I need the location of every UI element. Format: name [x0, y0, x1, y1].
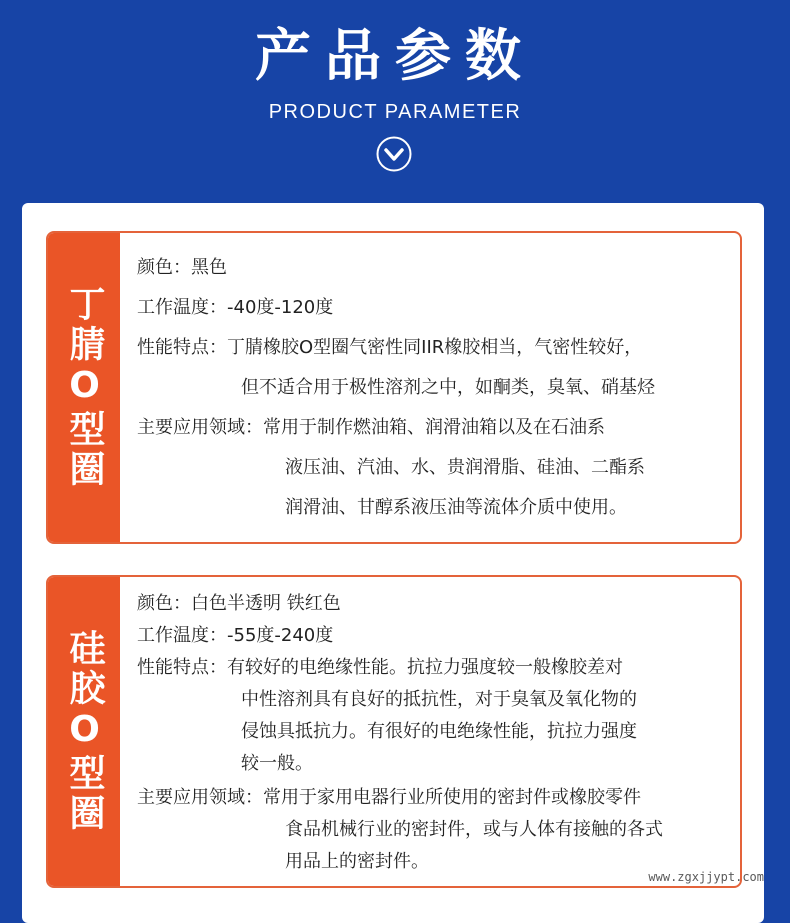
product-name: 硅胶O型圈 — [64, 629, 105, 834]
spec-value: 有较好的电绝缘性能。抗拉力强度较一般橡胶差对 — [227, 657, 623, 678]
product-card-silicone — [46, 575, 742, 888]
spec-value-continued: 液压油、汽油、水、贵润滑脂、硅油、二酯系 — [285, 457, 645, 478]
chevron-down-circle-icon — [376, 136, 412, 172]
spec-value-continued: 食品机械行业的密封件，或与人体有接触的各式 — [285, 819, 663, 840]
product-label-tab — [48, 577, 120, 886]
spec-value: -40度-120度 — [227, 297, 334, 318]
spec-label: 主要应用领域： — [137, 417, 263, 438]
spec-applications — [137, 785, 641, 811]
product-card-nbr — [46, 231, 742, 544]
page-title: 产品参数 — [255, 24, 535, 89]
page-header — [0, 0, 790, 200]
spec-value-continued: 侵蚀具抵抗力。有很好的电绝缘性能，抗拉力强度 — [241, 721, 637, 742]
page-subtitle: PRODUCT PARAMETER — [268, 101, 522, 123]
spec-value-continued: 较一般。 — [241, 753, 313, 774]
spec-value-continued: 用品上的密封件。 — [285, 851, 429, 872]
product-label-tab — [48, 233, 120, 542]
spec-label: 性能特点： — [137, 337, 227, 358]
spec-value: 黑色 — [191, 257, 227, 278]
spec-features — [137, 335, 642, 361]
spec-value-continued: 中性溶剂具有良好的抵抗性，对于臭氧及氧化物的 — [241, 689, 637, 710]
spec-label: 颜色： — [137, 257, 191, 278]
spec-value-continued: 但不适合用于极性溶剂之中，如酮类，臭氧、硝基烃 — [241, 377, 655, 398]
spec-features — [137, 655, 623, 681]
spec-label: 工作温度： — [137, 297, 227, 318]
spec-label: 主要应用领域： — [137, 787, 263, 808]
spec-temperature — [137, 295, 333, 321]
spec-value: 常用于制作燃油箱、润滑油箱以及在石油系 — [263, 417, 605, 438]
watermark: www.zgxjjypt.com — [648, 870, 764, 884]
spec-value-continued: 润滑油、甘醇系液压油等流体介质中使用。 — [285, 497, 627, 518]
product-name: 丁腈O型圈 — [64, 285, 105, 490]
spec-value: 白色半透明 铁红色 — [191, 593, 341, 614]
spec-label: 性能特点： — [137, 657, 227, 678]
spec-value: -55度-240度 — [227, 625, 334, 646]
spec-color — [137, 591, 341, 617]
spec-temperature — [137, 623, 333, 649]
spec-applications — [137, 415, 605, 441]
spec-value: 常用于家用电器行业所使用的密封件或橡胶零件 — [263, 787, 641, 808]
spec-value: 丁腈橡胶O型圈气密性同IIR橡胶相当，气密性较好， — [227, 337, 643, 358]
spec-label: 颜色： — [137, 593, 191, 614]
spec-label: 工作温度： — [137, 625, 227, 646]
spec-color — [137, 255, 227, 281]
